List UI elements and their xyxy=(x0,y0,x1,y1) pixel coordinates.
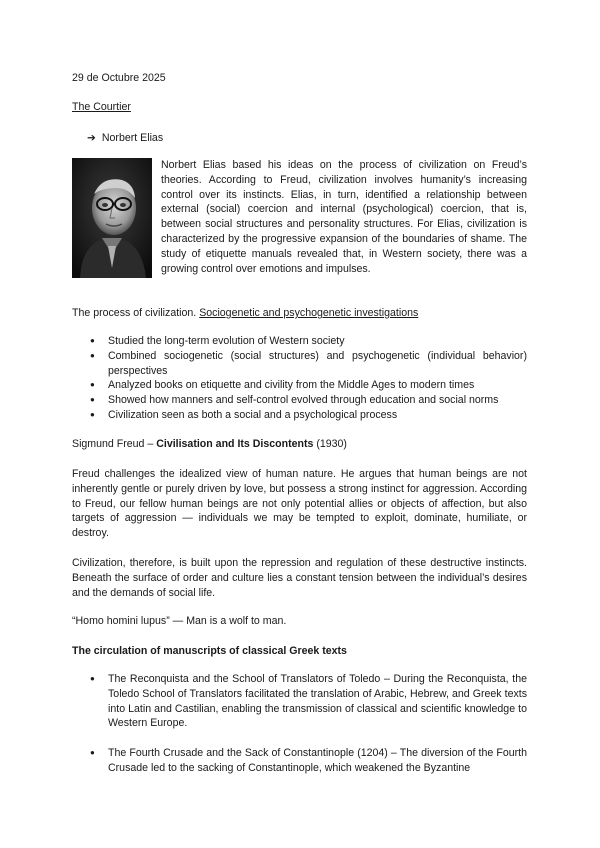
process-heading xyxy=(72,306,418,321)
freud-paragraph-1: Freud challenges the idealized view of human nature. He argues that human beings are not inherently gentle or purely driven by love, but possess a strong instinct for aggression. According to Freud, our fellow human beings are not only potential allies or objects of affection, but also targets of aggression — individuals we may be tempted to exploit, dominate, humiliate, or destroy. xyxy=(72,468,527,540)
process-underlined: Sociogenetic and psychogenetic investigations xyxy=(199,307,419,319)
process-lead: The process of civilization. xyxy=(72,307,200,319)
list-item: ● The Fourth Crusade and the Sack of Constantinople (1204) – The diversion of the Fourth Crusade led to the sacking of Constantinople, which weakened the Byzantine xyxy=(72,746,527,776)
freud-author: Sigmund Freud – xyxy=(72,438,157,450)
list-item: ● Studied the long-term evolution of Western society xyxy=(72,334,527,349)
circulation-list xyxy=(72,672,527,791)
list-item: ● Showed how manners and self-control evolved through education and social norms xyxy=(72,393,527,408)
intro-paragraph: Norbert Elias based his ideas on the process of civilization on Freud’s theories. According to Freud, civilization involves humanity’s increasing control over its instincts. Elias, in turn, identified a relationship between external (social) coercion and internal (psychological) coercion, that is, between social structures and personality structures. For Elias, civilization is characterized by the progressive expansion of the boundaries of shame. The study of etiquette manuals revealed that, in Western society, there was a growing control over emotions and impulses. xyxy=(161,159,527,275)
freud-year: (1930) xyxy=(313,438,347,450)
list-item: ● Analyzed books on etiquette and civility from the Middle Ages to modern times xyxy=(72,378,527,393)
date: 29 de Octubre 2025 xyxy=(72,72,166,84)
freud-book: Civilisation and Its Discontents xyxy=(156,438,314,450)
author-bullet xyxy=(87,131,163,146)
circulation-heading: The circulation of manuscripts of classical Greek texts xyxy=(72,645,347,657)
author-name: Norbert Elias xyxy=(101,132,164,144)
freud-paragraph-2: Civilization, therefore, is built upon the repression and regulation of these destructive instincts. Beneath the surface of order and culture lies a constant tension between the individual’s desires and the demands of social life. xyxy=(72,557,527,599)
list-item: ● Combined sociogenetic (social structures) and psychogenetic (individual behavior) perspectives xyxy=(72,349,527,379)
page-title: The Courtier xyxy=(72,101,131,113)
list-item: ● Civilization seen as both a social and a psychological process xyxy=(72,408,527,423)
norbert-elias-photo xyxy=(72,158,152,278)
process-list xyxy=(72,334,527,423)
arrow-right-icon: ➔ xyxy=(87,132,96,144)
freud-heading xyxy=(72,437,347,452)
quote: “Homo homini lupus” — Man is a wolf to man. xyxy=(72,615,287,627)
list-item: ● The Reconquista and the School of Translators of Toledo – During the Reconquista, the Toledo School of Translators facilitated the translation of Arabic, Hebrew, and Greek texts into Latin and Castilian, enabling the transmission of classical and scientific knowledge to Western Europe. xyxy=(72,672,527,731)
